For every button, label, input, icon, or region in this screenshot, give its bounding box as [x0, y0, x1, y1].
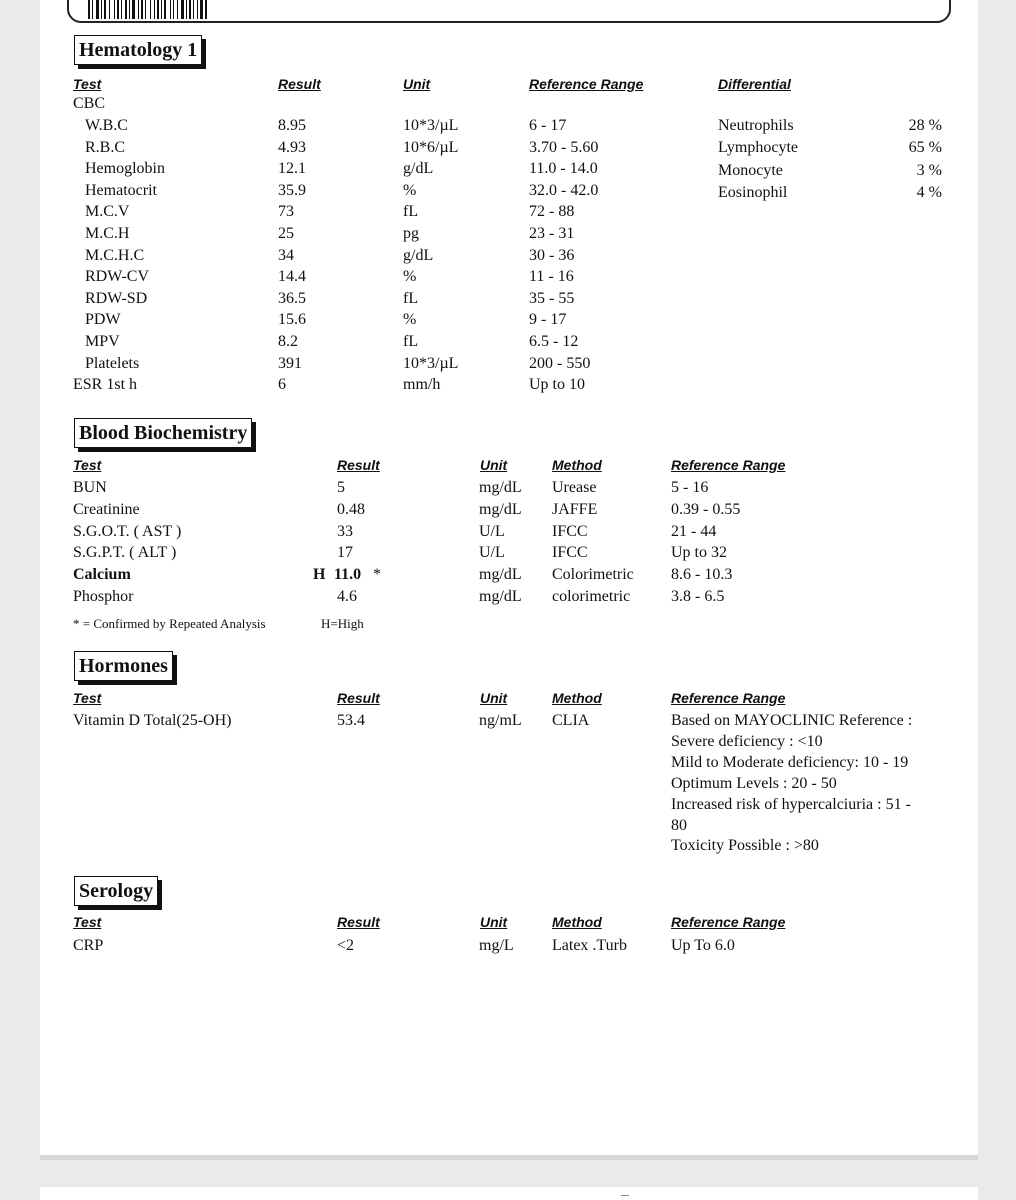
biochemistry-method: IFCC	[552, 544, 588, 562]
hematology-unit: 10*3/µL	[403, 354, 459, 372]
barcode-icon	[88, 0, 293, 19]
biochemistry-test-name: Calcium	[73, 566, 131, 584]
barcode-bar	[88, 0, 90, 19]
biochemistry-unit: mg/dL	[479, 479, 522, 496]
hematology-test-name: W.B.C	[85, 117, 128, 134]
biochemistry-test-name: Creatinine	[73, 500, 140, 518]
vitamin-d-reference-line: Toxicity Possible : >80	[671, 837, 819, 855]
high-flag: H	[313, 566, 326, 584]
differential-name: Neutrophils	[718, 117, 794, 134]
hematology-test-name: Hematocrit	[85, 181, 157, 199]
next-page-mark	[621, 1195, 629, 1196]
hematology-unit: g/dL	[403, 246, 434, 264]
biochemistry-test-name: S.G.P.T. ( ALT )	[73, 544, 177, 562]
hematology-unit: fL	[403, 333, 419, 350]
hematology-reference-range: 3.70 - 5.60	[529, 138, 599, 156]
hematology-result: 14.4	[278, 268, 306, 286]
hematology-reference-range: 200 - 550	[529, 354, 591, 372]
biochemistry-result: 33	[337, 522, 353, 540]
barcode-bar	[109, 0, 110, 19]
biochemistry-method: colorimetric	[552, 588, 631, 605]
barcode-bar	[150, 0, 151, 19]
hematology-reference-range: 32.0 - 42.0	[529, 181, 599, 199]
serology-header-result: Result	[337, 914, 380, 930]
biochemistry-result: 17	[337, 544, 353, 562]
biochemistry-unit: mg/dL	[479, 588, 522, 605]
biochemistry-unit: U/L	[479, 522, 505, 540]
barcode-bar	[170, 0, 171, 19]
barcode-bar	[193, 0, 194, 19]
cbc-group-label: CBC	[73, 95, 106, 112]
biochemistry-method: Urease	[552, 479, 597, 496]
hematology-test-name: Hemoglobin	[85, 160, 165, 178]
serology-header-test: Test	[73, 914, 102, 930]
biochemistry-result: 4.6	[337, 588, 357, 605]
legend-high: H=High	[321, 616, 364, 631]
barcode-bar	[141, 0, 143, 19]
barcode-bar	[197, 0, 198, 19]
serology-header-unit: Unit	[480, 914, 508, 930]
biochemistry-reference-range: 21 - 44	[671, 522, 717, 540]
crp-method: Latex .Turb	[552, 937, 627, 954]
biochemistry-unit: mg/dL	[479, 566, 522, 584]
biochemistry-reference-range: 5 - 16	[671, 479, 709, 496]
hematology-test-name: M.C.H.C	[85, 246, 145, 264]
page-shadow	[40, 1155, 978, 1160]
hematology-unit: %	[403, 311, 417, 329]
hematology-unit: pg	[403, 225, 419, 242]
differential-value: 4 %	[916, 183, 942, 201]
hematology-header-test: Test	[73, 76, 102, 92]
serology-title: Serology	[74, 876, 158, 906]
barcode-bar	[132, 0, 135, 19]
hematology-result: 34	[278, 246, 294, 264]
biochemistry-header-method: Method	[552, 457, 602, 473]
barcode-bar	[145, 0, 146, 19]
hematology-unit: g/dL	[403, 160, 434, 178]
hematology-result: 391	[278, 354, 302, 372]
differential-name: Lymphocyte	[718, 139, 798, 157]
biochemistry-title: Blood Biochemistry	[74, 418, 252, 448]
biochemistry-header-test: Test	[73, 457, 102, 473]
barcode-bar	[104, 0, 106, 19]
barcode-bar	[125, 0, 127, 19]
hematology-reference-range: 35 - 55	[529, 289, 575, 307]
hematology-test-name: M.C.V	[85, 203, 130, 221]
vitamin-d-reference-line: Increased risk of hypercalciuria : 51 -	[671, 795, 911, 813]
vitamin-d-reference-line: Mild to Moderate deficiency: 10 - 19	[671, 753, 909, 771]
biochemistry-method: Colorimetric	[552, 566, 634, 584]
hematology-reference-range: 6 - 17	[529, 117, 567, 134]
hematology-result: 73	[278, 203, 294, 221]
hematology-result: 6	[278, 376, 286, 394]
hematology-unit: 10*6/µL	[403, 138, 459, 156]
differential-name: Monocyte	[718, 161, 783, 179]
hematology-test-name: MPV	[85, 333, 120, 350]
biochemistry-test-name: Phosphor	[73, 588, 134, 605]
hematology-test-name: RDW-SD	[85, 289, 148, 307]
differential-name: Eosinophil	[718, 183, 788, 201]
hematology-header-differential: Differential	[718, 76, 791, 92]
hematology-reference-range: 9 - 17	[529, 311, 567, 329]
hormones-header-result: Result	[337, 690, 380, 706]
hematology-reference-range: 72 - 88	[529, 203, 575, 221]
vitamin-d-reference-line: 80	[671, 816, 687, 834]
hematology-result: 12.1	[278, 160, 306, 178]
hematology-test-name: PDW	[85, 311, 121, 329]
biochemistry-result: 11.0	[334, 566, 362, 584]
barcode-bar	[157, 0, 159, 19]
biochemistry-result: 5	[337, 479, 345, 496]
hematology-result: 8.2	[278, 333, 298, 350]
hematology-unit: %	[403, 181, 417, 199]
hematology-unit: 10*3/µL	[403, 117, 459, 134]
biochemistry-header-result: Result	[337, 457, 380, 473]
hematology-test-name: Platelets	[85, 354, 140, 372]
biochemistry-reference-range: 8.6 - 10.3	[671, 566, 733, 584]
differential-value: 3 %	[916, 161, 942, 179]
hematology-result: 4.93	[278, 138, 306, 156]
biochemistry-unit: U/L	[479, 544, 505, 562]
barcode-bar	[161, 0, 162, 19]
biochemistry-test-name: BUN	[73, 479, 107, 496]
biochemistry-test-name: S.G.O.T. ( AST )	[73, 522, 182, 540]
vitamin-d-unit: ng/mL	[479, 712, 522, 729]
barcode-bar	[154, 0, 155, 19]
hematology-unit: %	[403, 268, 417, 286]
hematology-unit: mm/h	[403, 376, 441, 394]
barcode-bar	[121, 0, 122, 19]
hematology-reference-range: Up to 10	[529, 376, 585, 394]
differential-value: 28 %	[908, 117, 942, 134]
barcode-bar	[138, 0, 139, 19]
hematology-unit: fL	[403, 289, 419, 307]
vitamin-d-method: CLIA	[552, 712, 590, 729]
barcode-bar	[181, 0, 184, 19]
biochemistry-reference-range: 3.8 - 6.5	[671, 588, 725, 605]
crp-reference-range: Up To 6.0	[671, 937, 735, 954]
hematology-header-result: Result	[278, 76, 321, 92]
differential-value: 65 %	[908, 139, 942, 157]
crp-test: CRP	[73, 937, 104, 954]
barcode-bar	[173, 0, 174, 19]
vitamin-d-reference-line: Based on MAYOCLINIC Reference :	[671, 712, 913, 729]
hematology-result: 15.6	[278, 311, 306, 329]
hematology-result: 8.95	[278, 117, 306, 134]
hormones-header-test: Test	[73, 690, 102, 706]
barcode-bar	[177, 0, 178, 19]
barcode-bar	[200, 0, 203, 19]
biochemistry-method: IFCC	[552, 522, 588, 540]
serology-header-method: Method	[552, 914, 602, 930]
confirmed-asterisk: *	[373, 566, 381, 584]
biochemistry-reference-range: Up to 32	[671, 544, 727, 562]
hormones-title: Hormones	[74, 651, 173, 681]
hematology-unit: fL	[403, 203, 419, 221]
hematology-result: 36.5	[278, 289, 306, 307]
vitamin-d-test: Vitamin D Total(25-OH)	[73, 712, 232, 729]
barcode-bar	[205, 0, 207, 19]
hematology-test-name: ESR 1st h	[73, 376, 138, 394]
serology-header-reference-range: Reference Range	[671, 914, 786, 930]
crp-result: <2	[337, 937, 355, 954]
biochemistry-method: JAFFE	[552, 500, 598, 518]
next-page-edge	[40, 1187, 978, 1200]
barcode-bar	[96, 0, 99, 19]
hematology-test-name: RDW-CV	[85, 268, 149, 286]
hematology-reference-range: 11 - 16	[529, 268, 574, 286]
barcode-bar	[129, 0, 130, 19]
biochemistry-reference-range: 0.39 - 0.55	[671, 500, 741, 518]
barcode-bar	[189, 0, 191, 19]
biochemistry-header-unit: Unit	[480, 457, 508, 473]
hematology-test-name: R.B.C	[85, 138, 126, 156]
biochemistry-header-reference-range: Reference Range	[671, 457, 786, 473]
hematology-header-unit: Unit	[403, 76, 431, 92]
barcode-bar	[164, 0, 166, 19]
hormones-header-unit: Unit	[480, 690, 508, 706]
barcode-bar	[114, 0, 115, 19]
vitamin-d-reference-line: Optimum Levels : 20 - 50	[671, 774, 837, 792]
footnote-confirmed: * = Confirmed by Repeated Analysis	[73, 616, 266, 631]
biochemistry-result: 0.48	[337, 500, 365, 518]
hematology-title: Hematology 1	[74, 35, 202, 65]
vitamin-d-result: 53.4	[337, 712, 365, 729]
hematology-reference-range: 23 - 31	[529, 225, 575, 242]
hematology-result: 35.9	[278, 181, 306, 199]
hormones-header-method: Method	[552, 690, 602, 706]
vitamin-d-reference-line: Severe deficiency : <10	[671, 732, 823, 750]
barcode-bar	[101, 0, 102, 19]
hematology-reference-range: 30 - 36	[529, 246, 575, 264]
barcode-bar	[117, 0, 119, 19]
hematology-test-name: M.C.H	[85, 225, 130, 242]
barcode-bar	[92, 0, 93, 19]
hematology-result: 25	[278, 225, 294, 242]
hormones-header-reference-range: Reference Range	[671, 690, 786, 706]
barcode-bar	[186, 0, 187, 19]
hematology-header-reference-range: Reference Range	[529, 76, 644, 92]
hematology-reference-range: 11.0 - 14.0	[529, 160, 598, 178]
biochemistry-unit: mg/dL	[479, 500, 522, 518]
hematology-reference-range: 6.5 - 12	[529, 333, 579, 350]
crp-unit: mg/L	[479, 937, 514, 954]
